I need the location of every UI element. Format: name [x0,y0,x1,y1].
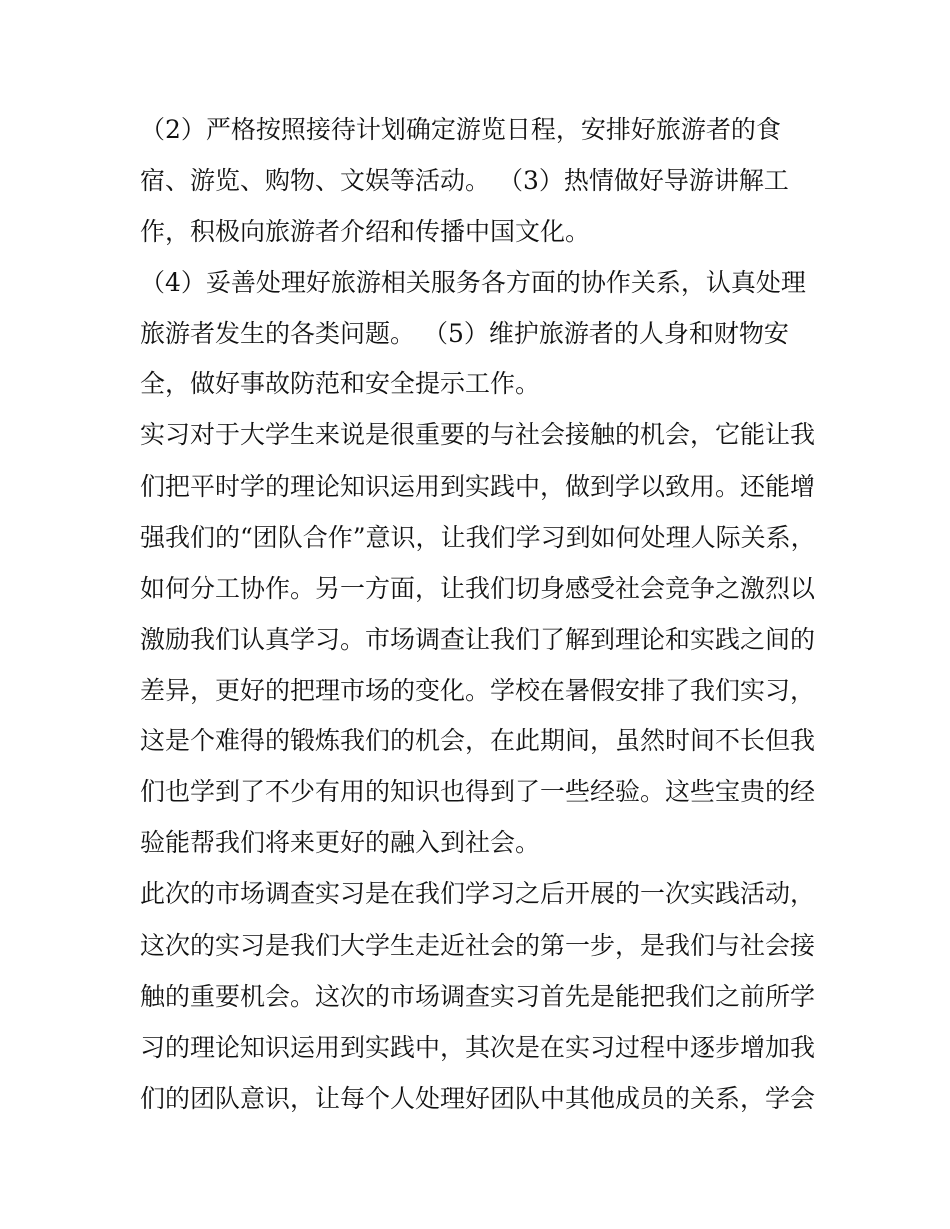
text-line: 此次的市场调查实习是在我们学习之后开展的一次实践活动， [140,879,816,908]
text-line: 习的理论知识运用到实践中，其次是在实习过程中逐步增加我 [140,1033,816,1062]
text-line: 这是个难得的锻炼我们的机会，在此期间，虽然时间不长但我 [140,726,816,755]
text-line: 们也学到了不少有用的知识也得到了一些经验。这些宝贵的经 [140,777,816,806]
text-line: 差异，更好的把理市场的变化。学校在暑假安排了我们实习， [140,676,816,705]
text-line: 如何分工协作。另一方面，让我们切身感受社会竞争之激烈以 [140,574,816,603]
text-line: 实习对于大学生来说是很重要的与社会接触的机会，它能让我 [140,420,816,449]
text-line: 旅游者发生的各类问题。 （5）维护旅游者的人身和财物安 [140,319,789,348]
text-line: 们的团队意识，让每个人处理好团队中其他成员的关系，学会 [140,1084,816,1113]
text-line: 作，积极向旅游者介绍和传播中国文化。 [140,217,591,246]
text-line: 全，做好事故防范和安全提示工作。 [140,369,541,398]
text-line: 激励我们认真学习。市场调查让我们了解到理论和实践之间的 [140,625,816,654]
text-line: 强我们的“团队合作”意识，让我们学习到如何处理人际关系， [140,523,816,552]
text-line: （4）妥善处理好旅游相关服务各方面的协作关系，认真处理 [140,268,806,297]
text-line: 们把平时学的理论知识运用到实践中，做到学以致用。还能增 [140,472,816,501]
text-line: 触的重要机会。这次的市场调查实习首先是能把我们之前所学 [140,982,816,1011]
text-line: （2）严格按照接待计划确定游览日程，安排好旅游者的食 [140,115,781,144]
text-line: 验能帮我们将来更好的融入到社会。 [140,828,541,857]
text-line: 这次的实习是我们大学生走近社会的第一步，是我们与社会接 [140,931,816,960]
text-line: 宿、游览、购物、文娱等活动。 （3）热情做好导游讲解工 [140,166,789,195]
